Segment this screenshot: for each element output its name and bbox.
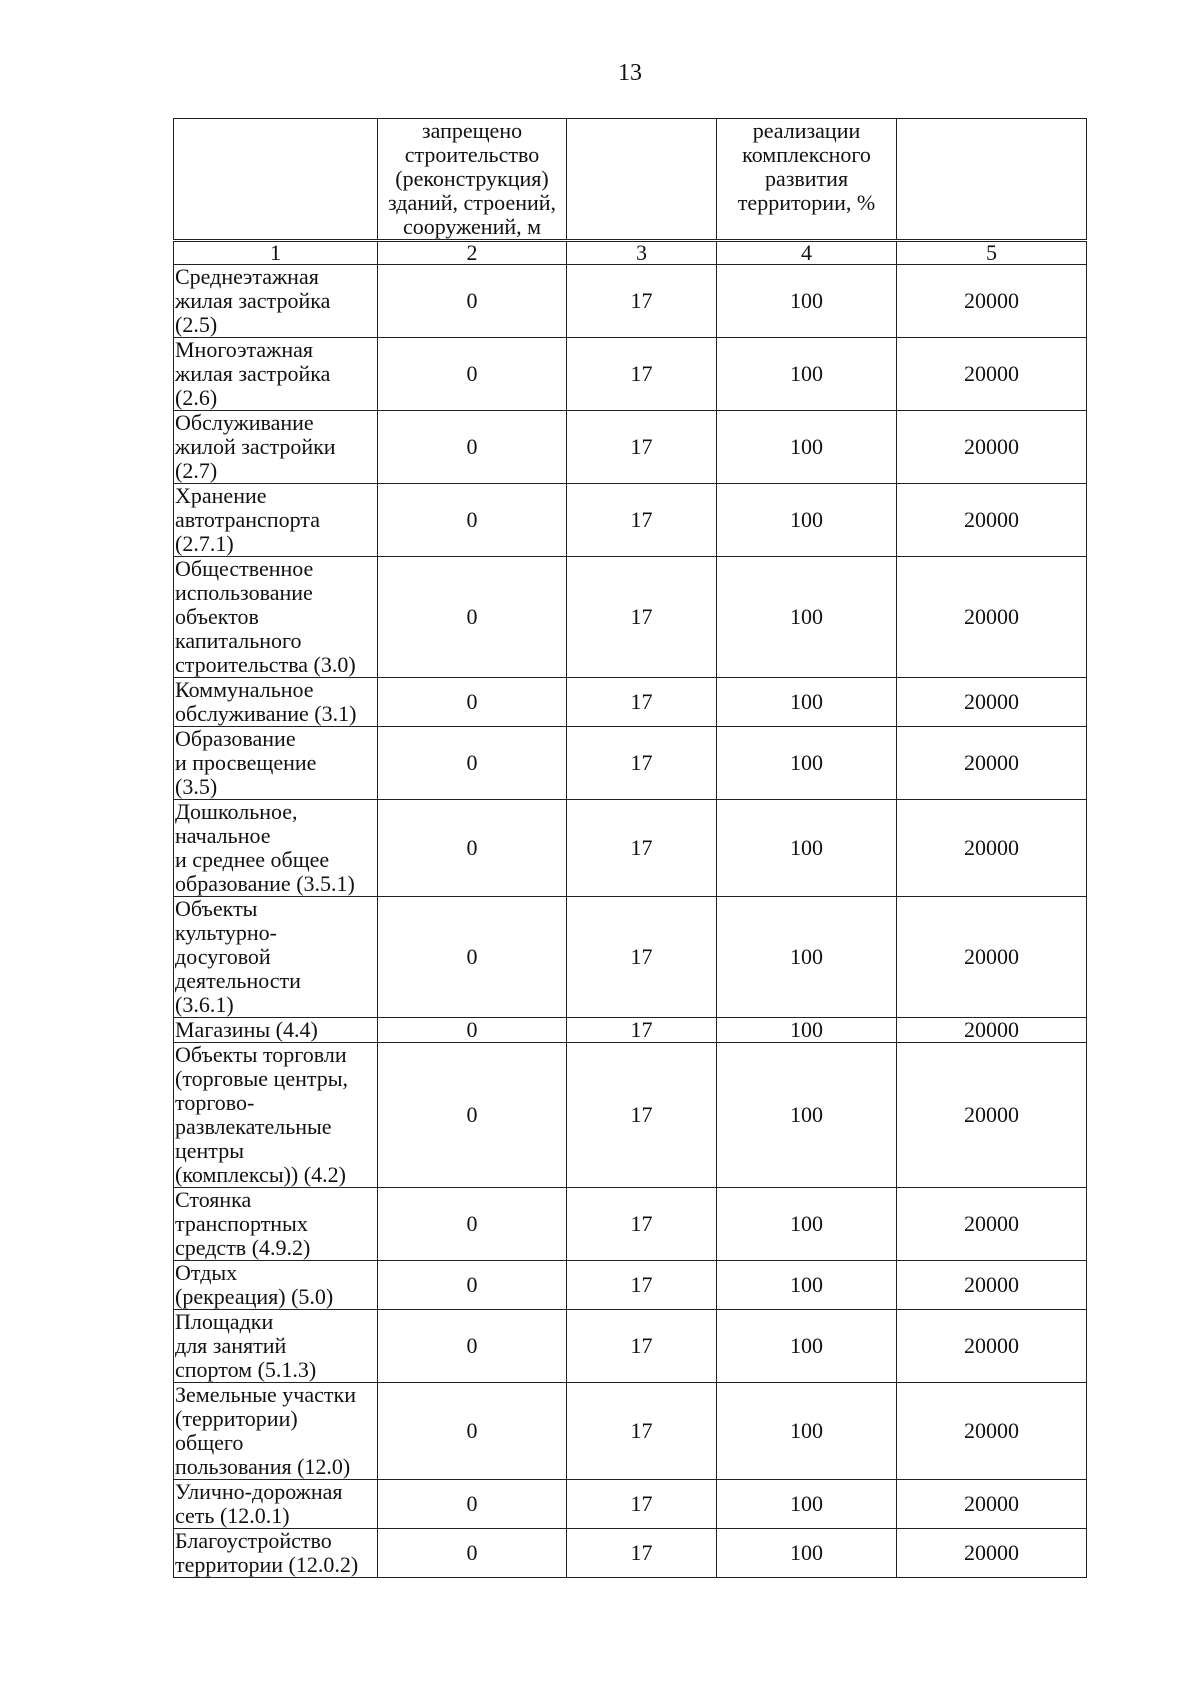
row-value-cell-col2: 0: [378, 800, 567, 897]
row-value-cell-col4: 100: [717, 1043, 897, 1188]
header-cell-2: запрещено строительство (реконструкция) зданий, строений, сооружений, м: [378, 119, 567, 241]
row-value-cell-col5: 20000: [897, 1188, 1087, 1261]
row-value-cell-col4: 100: [717, 411, 897, 484]
table-row: [174, 727, 1087, 800]
row-value-cell-col5: 20000: [897, 557, 1087, 678]
table-row: [174, 1383, 1087, 1480]
row-value-cell-col5: 20000: [897, 727, 1087, 800]
row-value-cell-col4: 100: [717, 1188, 897, 1261]
row-name-cell: Хранение автотранспорта (2.7.1): [174, 484, 378, 557]
row-value-cell-col2: 0: [378, 1018, 567, 1043]
row-value-cell-col2: 0: [378, 411, 567, 484]
table-row: [174, 484, 1087, 557]
row-value-cell-col2: 0: [378, 484, 567, 557]
column-number-4: 4: [717, 241, 897, 265]
row-value-cell-col3: 17: [567, 1480, 717, 1529]
row-value-cell-col3: 17: [567, 1188, 717, 1261]
column-number-5: 5: [897, 241, 1087, 265]
row-name-cell: Площадки для занятий спортом (5.1.3): [174, 1310, 378, 1383]
row-value-cell-col3: 17: [567, 1383, 717, 1480]
row-value-cell-col2: 0: [378, 1480, 567, 1529]
table-body: [174, 119, 1087, 1578]
table-row: [174, 1529, 1087, 1578]
row-value-cell-col5: 20000: [897, 1480, 1087, 1529]
row-value-cell-col2: 0: [378, 1043, 567, 1188]
row-value-cell-col4: 100: [717, 1383, 897, 1480]
row-value-cell-col4: 100: [717, 1480, 897, 1529]
row-name-cell: Стоянка транспортных средств (4.9.2): [174, 1188, 378, 1261]
row-value-cell-col3: 17: [567, 727, 717, 800]
row-value-cell-col3: 17: [567, 1310, 717, 1383]
table-row: [174, 1018, 1087, 1043]
row-name-cell: Земельные участки (территории) общего пользования (12.0): [174, 1383, 378, 1480]
page-number: 13: [618, 60, 642, 86]
table-row: [174, 1310, 1087, 1383]
row-name-cell: Благоустройство территории (12.0.2): [174, 1529, 378, 1578]
row-value-cell-col4: 100: [717, 1310, 897, 1383]
table-row: [174, 411, 1087, 484]
row-value-cell-col2: 0: [378, 557, 567, 678]
table-row: [174, 557, 1087, 678]
row-value-cell-col3: 17: [567, 1261, 717, 1310]
row-value-cell-col3: 17: [567, 1529, 717, 1578]
table-row: [174, 800, 1087, 897]
row-value-cell-col5: 20000: [897, 1310, 1087, 1383]
table-row: [174, 1188, 1087, 1261]
row-value-cell-col2: 0: [378, 727, 567, 800]
row-value-cell-col4: 100: [717, 800, 897, 897]
row-value-cell-col2: 0: [378, 338, 567, 411]
row-value-cell-col2: 0: [378, 265, 567, 338]
row-value-cell-col4: 100: [717, 484, 897, 557]
row-value-cell-col2: 0: [378, 897, 567, 1018]
row-value-cell-col3: 17: [567, 1018, 717, 1043]
row-value-cell-col4: 100: [717, 727, 897, 800]
row-value-cell-col2: 0: [378, 1188, 567, 1261]
row-value-cell-col4: 100: [717, 338, 897, 411]
row-value-cell-col5: 20000: [897, 484, 1087, 557]
column-number-1: 1: [174, 241, 378, 265]
row-value-cell-col4: 100: [717, 897, 897, 1018]
row-value-cell-col5: 20000: [897, 1529, 1087, 1578]
row-value-cell-col3: 17: [567, 897, 717, 1018]
row-value-cell-col3: 17: [567, 557, 717, 678]
column-number-row: [174, 241, 1087, 265]
row-value-cell-col3: 17: [567, 800, 717, 897]
row-value-cell-col3: 17: [567, 338, 717, 411]
table-row: [174, 338, 1087, 411]
row-value-cell-col3: 17: [567, 411, 717, 484]
row-name-cell: Обслуживание жилой застройки (2.7): [174, 411, 378, 484]
row-value-cell-col4: 100: [717, 265, 897, 338]
header-cell-4: реализации комплексного развития территории, %: [717, 119, 897, 241]
row-name-cell: Коммунальное обслуживание (3.1): [174, 678, 378, 727]
table-row: [174, 1261, 1087, 1310]
land-use-parameters-table: [173, 118, 1087, 1578]
row-value-cell-col4: 100: [717, 678, 897, 727]
table-row: [174, 678, 1087, 727]
column-number-2: 2: [378, 241, 567, 265]
row-value-cell-col5: 20000: [897, 1383, 1087, 1480]
row-name-cell: Дошкольное, начальное и среднее общее образование (3.5.1): [174, 800, 378, 897]
row-value-cell-col2: 0: [378, 1383, 567, 1480]
row-name-cell: Среднеэтажная жилая застройка (2.5): [174, 265, 378, 338]
table-row: [174, 265, 1087, 338]
row-value-cell-col5: 20000: [897, 411, 1087, 484]
row-value-cell-col5: 20000: [897, 800, 1087, 897]
row-value-cell-col2: 0: [378, 1529, 567, 1578]
row-name-cell: Образование и просвещение (3.5): [174, 727, 378, 800]
row-value-cell-col3: 17: [567, 484, 717, 557]
row-value-cell-col5: 20000: [897, 1043, 1087, 1188]
table-header-row: [174, 119, 1087, 241]
row-name-cell: Улично-дорожная сеть (12.0.1): [174, 1480, 378, 1529]
header-cell-5: [897, 119, 1087, 241]
row-value-cell-col3: 17: [567, 1043, 717, 1188]
table-row: [174, 897, 1087, 1018]
row-value-cell-col4: 100: [717, 557, 897, 678]
row-value-cell-col5: 20000: [897, 1261, 1087, 1310]
row-value-cell-col5: 20000: [897, 678, 1087, 727]
row-name-cell: Отдых (рекреация) (5.0): [174, 1261, 378, 1310]
row-value-cell-col5: 20000: [897, 1018, 1087, 1043]
table-row: [174, 1043, 1087, 1188]
table-row: [174, 1480, 1087, 1529]
row-value-cell-col5: 20000: [897, 897, 1087, 1018]
row-value-cell-col5: 20000: [897, 338, 1087, 411]
row-value-cell-col4: 100: [717, 1529, 897, 1578]
header-cell-3: [567, 119, 717, 241]
row-name-cell: Многоэтажная жилая застройка (2.6): [174, 338, 378, 411]
row-value-cell-col2: 0: [378, 1261, 567, 1310]
row-name-cell: Объекты культурно- досуговой деятельности (3.6.1): [174, 897, 378, 1018]
row-name-cell: Общественное использование объектов капитального строительства (3.0): [174, 557, 378, 678]
row-name-cell: Объекты торговли (торговые центры, торгово- развлекательные центры (комплексы)) (4.2): [174, 1043, 378, 1188]
row-value-cell-col3: 17: [567, 265, 717, 338]
header-cell-1: [174, 119, 378, 241]
row-value-cell-col2: 0: [378, 1310, 567, 1383]
row-value-cell-col2: 0: [378, 678, 567, 727]
column-number-3: 3: [567, 241, 717, 265]
row-value-cell-col5: 20000: [897, 265, 1087, 338]
row-value-cell-col4: 100: [717, 1261, 897, 1310]
row-value-cell-col3: 17: [567, 678, 717, 727]
row-name-cell: Магазины (4.4): [174, 1018, 378, 1043]
row-value-cell-col4: 100: [717, 1018, 897, 1043]
